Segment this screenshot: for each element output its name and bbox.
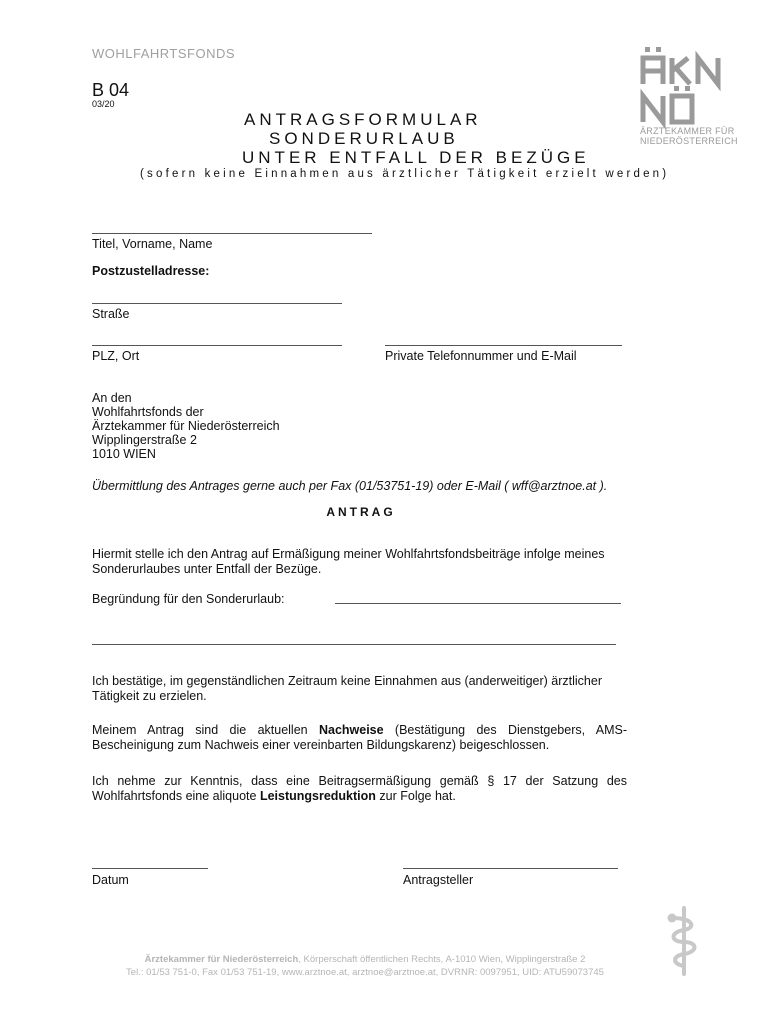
street-field-line[interactable] [92,303,342,304]
transmission-note: Übermittlung des Antrages gerne auch per Fax (01/53751-19) oder E-Mail ( wff@arztnoe.at ). [92,479,608,493]
street-field-label: Straße [92,307,130,321]
phone-field-line[interactable] [385,345,622,346]
name-field-label: Titel, Vorname, Name [92,237,213,251]
title-line-3: UNTER ENTFALL DER BEZÜGE [242,148,590,167]
postal-address-heading: Postzustelladresse: [92,264,210,278]
recipient-line-2: Wohlfahrtsfonds der [92,405,204,419]
recipient-line-5: 1010 WIEN [92,447,156,461]
acknowledgement-text [92,774,627,804]
form-version-date: 03/20 [92,99,115,109]
aesculapian-staff-icon [660,904,708,976]
title-subtitle: (sofern keine Einnahmen aus ärztlicher Tätigkeit erzielt werden) [140,168,670,180]
acknowledgement-text-post: zur Folge hat. [375,789,456,803]
footer-org-name: Ärztekammer für Niederösterreich [144,954,299,965]
reason-field-line-2[interactable] [92,644,616,645]
title-line-1: ANTRAGSFORMULAR [244,110,482,129]
attachments-text-bold: Nachweise [318,723,384,737]
attachments-text [92,723,627,753]
fund-name: WOHLFAHRTSFONDS [92,46,236,61]
form-code: B 04 [92,80,130,100]
reason-field-line[interactable] [335,603,621,604]
signature-field-label: Antragsteller [403,873,474,887]
request-text: Hiermit stelle ich den Antrag auf Ermäßigung meiner Wohlfahrtsfondsbeiträge infolge meines Sonderurlaubes unter Entfall der Bezüge. [92,547,605,576]
antrag-heading: ANTRAG [326,505,396,519]
date-field-label: Datum [92,873,129,887]
attachments-text-post: (Bestätigung des Dienstgebers, AMS-Bescheinigung zum Nachweis einer vereinbarten Bildungskarenz) beigeschlossen. [92,723,627,752]
plz-field-label: PLZ, Ort [92,349,140,363]
footer-line-2: Tel.: 01/53 751-0, Fax 01/53 751-19, www.arztnoe.at, arztnoe@arztnoe.at, DVRNR: 0097951, UID: ATU59073745 [126,967,604,978]
recipient-line-3: Ärztekammer für Niederösterreich [92,419,280,433]
title-line-2: SONDERURLAUB [269,129,459,148]
plz-field-line[interactable] [92,345,342,346]
recipient-line-4: Wipplingerstraße 2 [92,433,197,447]
recipient-line-1: An den [92,391,132,405]
signature-field-line[interactable] [403,868,618,869]
logo-caption-line-1: ÄRZTEKAMMER FÜR [640,126,735,136]
footer-line-1 [100,953,630,967]
acknowledgement-text-pre: Ich nehme zur Kenntnis, dass eine Beitragsermäßigung gemäß § 17 der Satzung des Wohlfahrtsfonds eine aliquote [92,774,627,803]
recipient-address [92,391,627,461]
phone-field-label: Private Telefonnummer und E-Mail [385,349,577,363]
footer-org-details: , Körperschaft öffentlichen Rechts, A-1010 Wien, Wipplingerstraße 2 [298,954,586,965]
date-field-line[interactable] [92,868,208,869]
acknowledgement-text-bold: Leistungsreduktion [259,789,376,803]
logo-caption-line-2: NIEDERÖSTERREICH [640,136,738,146]
reason-label: Begründung für den Sonderurlaub: [92,592,285,606]
attachments-text-pre: Meinem Antrag sind die aktuellen [92,723,319,737]
name-field-line[interactable] [92,233,372,234]
logo-caption [640,126,738,146]
confirm-text: Ich bestätige, im gegenständlichen Zeitraum keine Einnahmen aus (anderweitiger) ärztlicher Tätigkeit zu erzielen. [92,674,602,703]
